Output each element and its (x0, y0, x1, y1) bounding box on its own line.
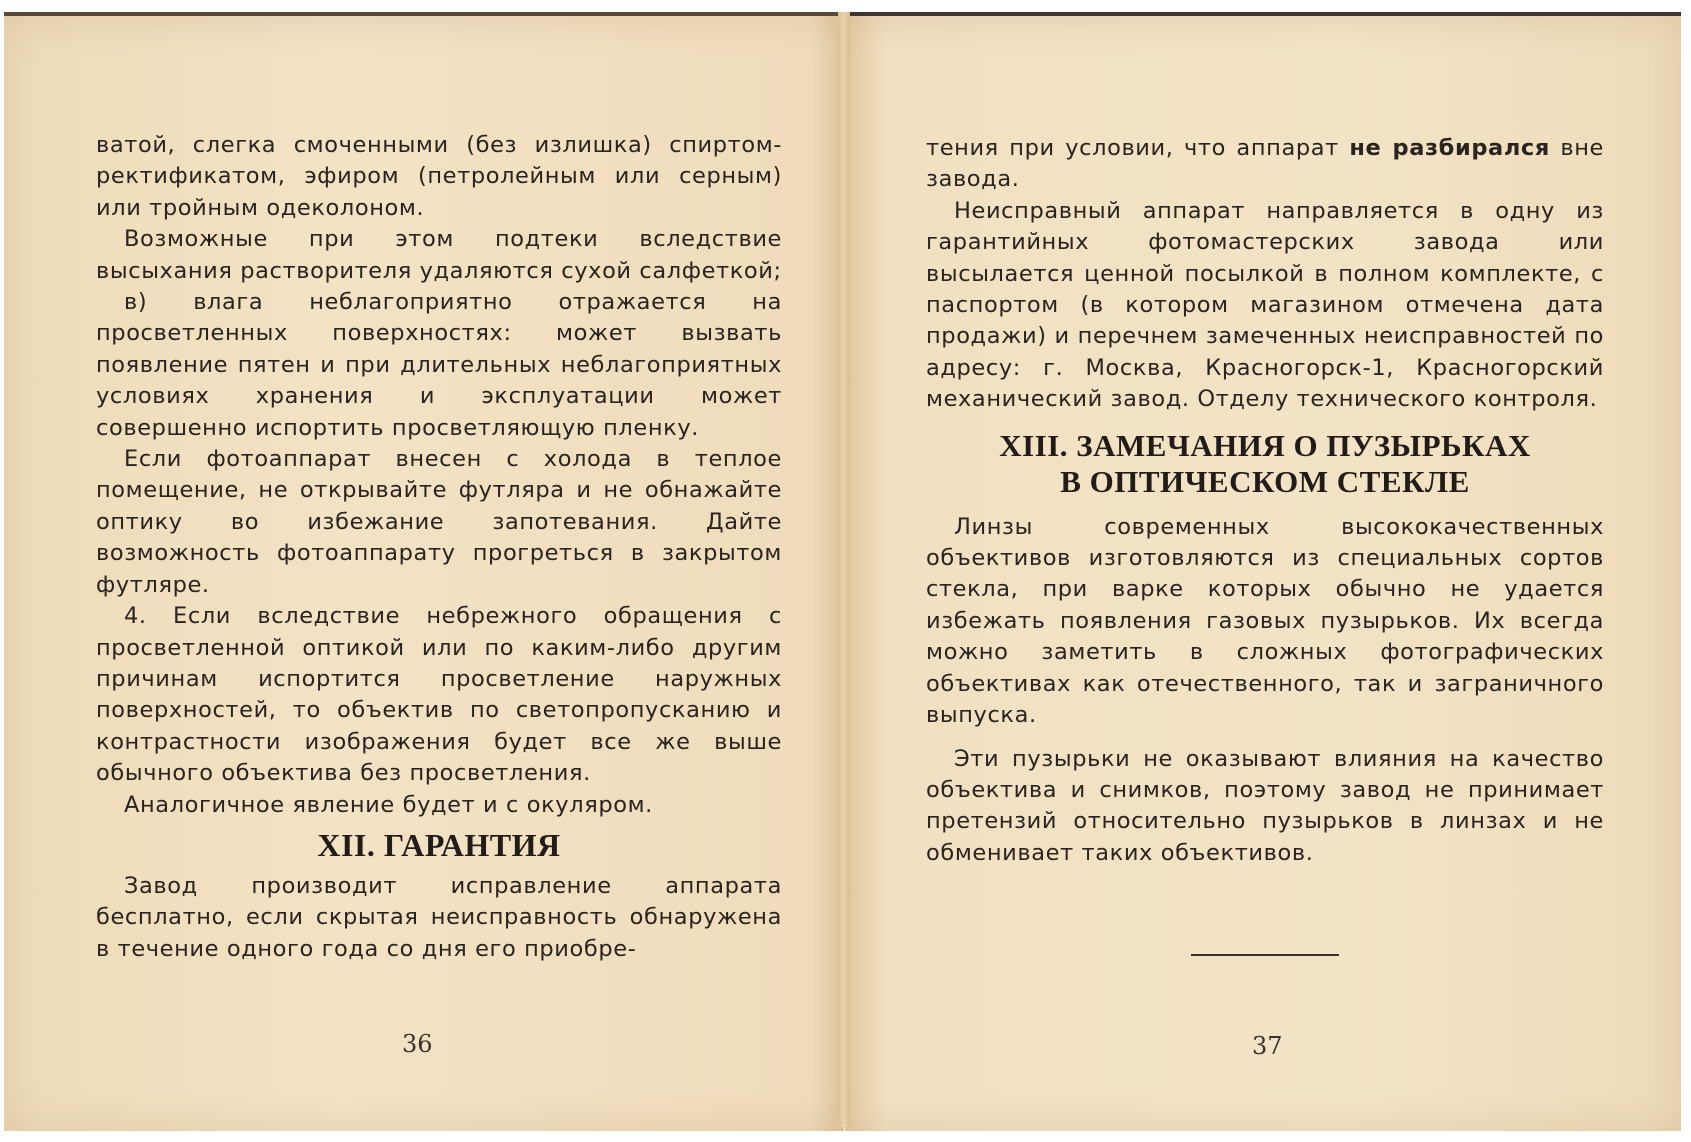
right-paragraph-1 (926, 133, 1604, 196)
left-paragraph-2: Возможные при этом подтеки вследствие высыхания растворителя удаляются сухой салфеткой; (96, 226, 782, 284)
left-paragraph-1: ватой, слегка смоченными (без излишка) спиртом-ректификатом, эфиром (петролейным или серным) или тройным одеколоном. (96, 132, 782, 221)
section-heading-bubbles (926, 428, 1604, 500)
left-paragraph-3: в) влага неблагоприятно отражается на просветленных поверхностях: может вызвать появление пятен и при длительных неблагоприятных условиях хранения и эксплуатации может совершенно испортить просветляющую пленку. (96, 289, 782, 441)
heading-bubbles-line-1: XIII. ЗАМЕЧАНИЯ О ПУЗЫРЬКАХ (999, 427, 1531, 463)
end-divider-line (1191, 954, 1339, 956)
section-heading-guarantee: XII. ГАРАНТИЯ (317, 826, 561, 863)
heading-bubbles-line-2: В ОПТИЧЕСКОМ СТЕКЛЕ (1060, 463, 1470, 499)
left-paragraph-5: 4. Если вследствие небрежного обращения с просветленной оптикой или по каким-либо другим причинам испортится просветление наружных поверхностей, то объектив по светопропусканию и контрастности изображения будет все же выше обычного объектива без просветления. (96, 603, 782, 787)
continuation-bold: не разбирался (1349, 135, 1550, 161)
page-number-left: 36 (402, 1030, 433, 1058)
continuation-end: вне завода. (926, 135, 1604, 193)
left-page-text (96, 130, 782, 965)
page-number-right: 37 (1252, 1032, 1283, 1060)
right-paragraph-2: Неисправный аппарат направляется в одну из гарантийных фотомастерских завода или высылается ценной посылкой в полном комплекте, с паспортом (в котором магазином отмечена дата продажи) и перечнем замеченных неисправностей по адресу: г. Москва, Красногорск-1, Красногорский механический завод. Отделу технического контроля. (926, 197, 1604, 413)
guarantee-paragraph: Завод производит исправление аппарата бесплатно, если скрытая неисправность обнаружена в течение одного года со дня его приобре- (96, 872, 782, 962)
left-paragraph-4: Если фотоаппарат внесен с холода в теплое помещение, не открывайте футляра и не обнажайте оптику во избежание запотевания. Дайте возможность фотоаппарату прогреться в закрытом футляре. (96, 446, 782, 598)
book-gutter (838, 12, 850, 1127)
right-paragraph-4: Эти пузырьки не оказывают влияния на качество объектива и снимков, поэтому завод не принимает претензий относительно пузырьков в линзах и не обменивает таких объективов. (926, 745, 1604, 866)
right-paragraph-3: Линзы современных высококачественных объективов изготовляются из специальных сортов стекла, при варке которых обычно не удается избежать появления газовых пузырьков. Их всегда можно заметить в сложных фотографических объективах как отечественного, так и заграничного выпуска. (926, 513, 1604, 729)
right-page-text (926, 133, 1604, 869)
continuation-start: тения при условии, что аппарат (926, 135, 1350, 161)
left-paragraph-6: Аналогичное явление будет и с окуляром. (124, 791, 653, 818)
